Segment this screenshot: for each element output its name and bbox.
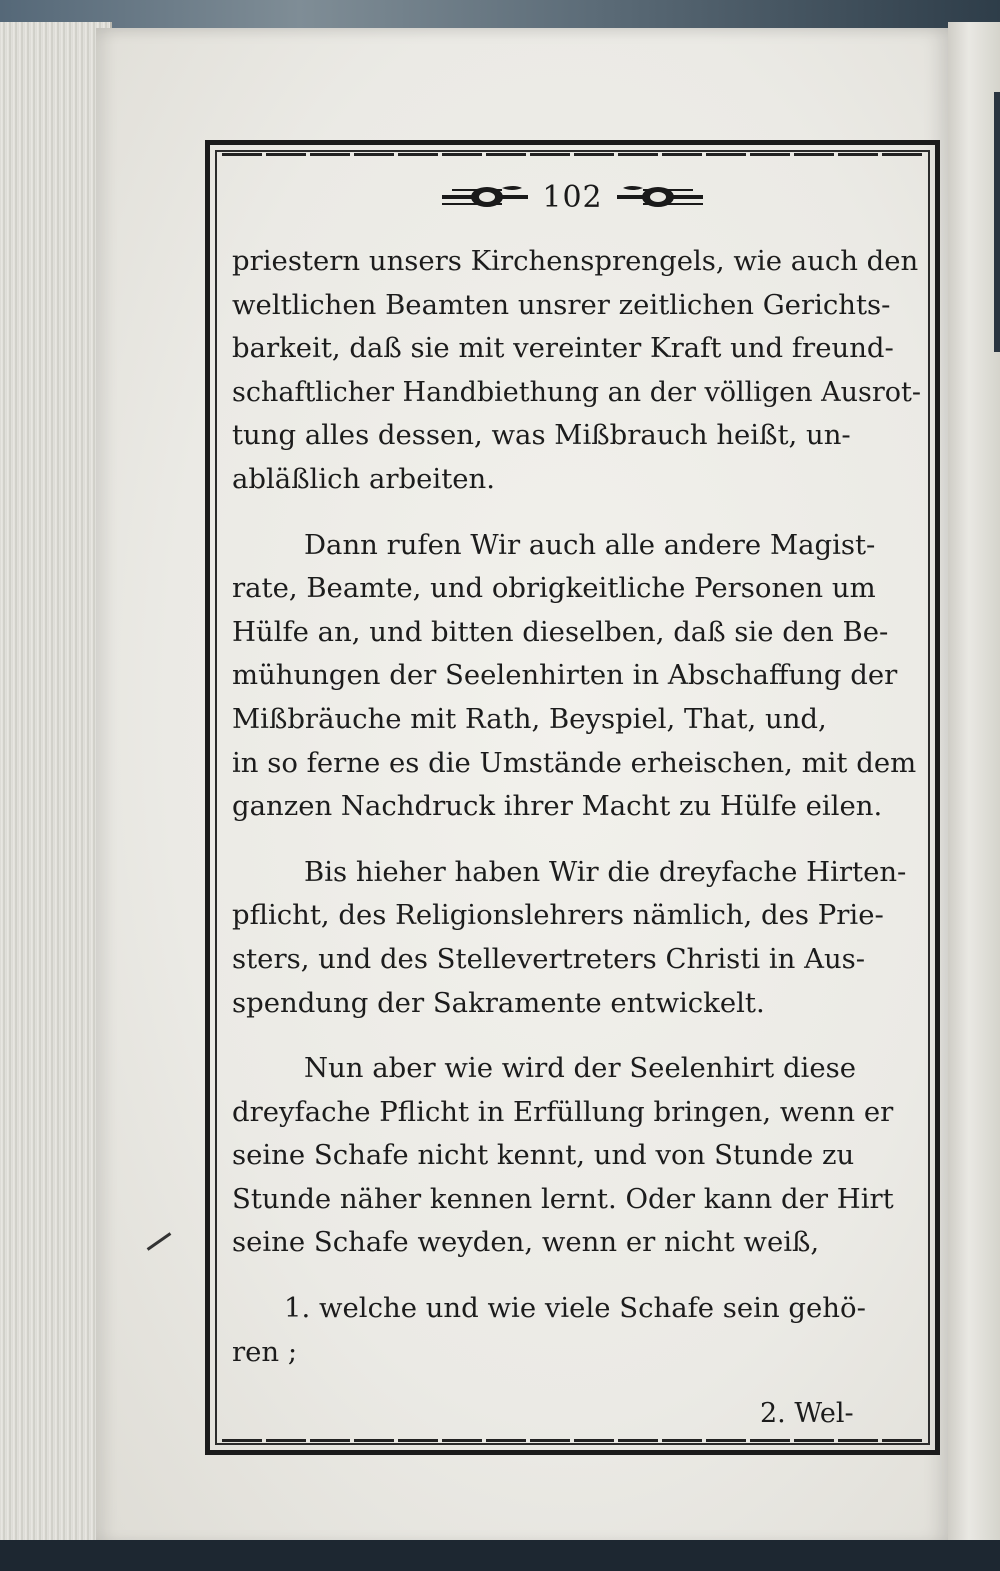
text-line: weltlichen Beamten unsrer zeitlichen Gerichts- <box>232 288 891 321</box>
body-text <box>232 240 922 1374</box>
text-line: mühungen der Seelenhirten in Abschaffung der <box>232 659 898 692</box>
text-line: Dann rufen Wir auch alle andere Magist- <box>304 528 876 561</box>
cover-edge <box>994 92 1000 352</box>
text-line: Stunde näher kennen lernt. Oder kann der Hirt <box>232 1182 894 1215</box>
paragraph-1 <box>232 240 922 502</box>
text-line: priestern unsers Kirchensprengels, wie auch den <box>232 245 919 277</box>
paragraph-4 <box>232 1047 922 1265</box>
text-line: schaftlicher Handbiethung an der völligen Ausrot- <box>232 376 922 408</box>
page-number: 102 <box>542 179 603 215</box>
facing-page-edge <box>948 22 1000 1552</box>
text-line: in so ferne es die Umstände erheischen, mit dem <box>232 746 917 779</box>
text-line: Mißbräuche mit Rath, Beyspiel, That, und, <box>232 702 827 735</box>
frame-rule-bottom <box>222 1439 923 1442</box>
text-line: ganzen Nachdruck ihrer Macht zu Hülfe eilen. <box>232 790 883 823</box>
text-line: 1. welche und wie viele Schafe sein gehö- <box>284 1292 866 1325</box>
text-line: Hülfe an, und bitten dieselben, daß sie den Be- <box>232 615 889 648</box>
page-header <box>215 172 930 222</box>
text-line: ren ; <box>232 1335 298 1368</box>
text-line: Bis hieher haben Wir die dreyfache Hirten- <box>304 855 907 888</box>
right-ornament-icon <box>617 182 703 212</box>
text-line: abläßlich arbeiten. <box>232 462 495 495</box>
text-line: Nun aber wie wird der Seelenhirt diese <box>304 1052 857 1085</box>
list-item-1 <box>232 1287 922 1374</box>
text-line: rate, Beamte, und obrigkeitliche Personen um <box>232 572 876 605</box>
frame-rule-top <box>222 153 923 156</box>
text-line: seine Schafe weyden, wenn er nicht weiß, <box>232 1226 820 1259</box>
catchword: 2. Wel- <box>760 1398 854 1429</box>
text-line: pflicht, des Religionslehrers nämlich, des Prie- <box>232 899 884 932</box>
paragraph-3 <box>232 851 922 1025</box>
book-cover-bottom <box>0 1540 1000 1571</box>
text-line: tung alles dessen, was Mißbrauch heißt, un- <box>232 419 851 452</box>
book-cover-top <box>0 0 1000 30</box>
text-line: dreyfache Pflicht in Erfüllung bringen, wenn er <box>232 1095 894 1128</box>
text-line: spendung der Sakramente entwickelt. <box>232 986 765 1019</box>
text-line: barkeit, daß sie mit vereinter Kraft und freund- <box>232 332 894 365</box>
left-ornament-icon <box>442 182 528 212</box>
paragraph-2 <box>232 524 922 829</box>
text-line: sters, und des Stellevertreters Christi in Aus- <box>232 942 866 975</box>
text-line: seine Schafe nicht kennt, und von Stunde zu <box>232 1139 855 1172</box>
